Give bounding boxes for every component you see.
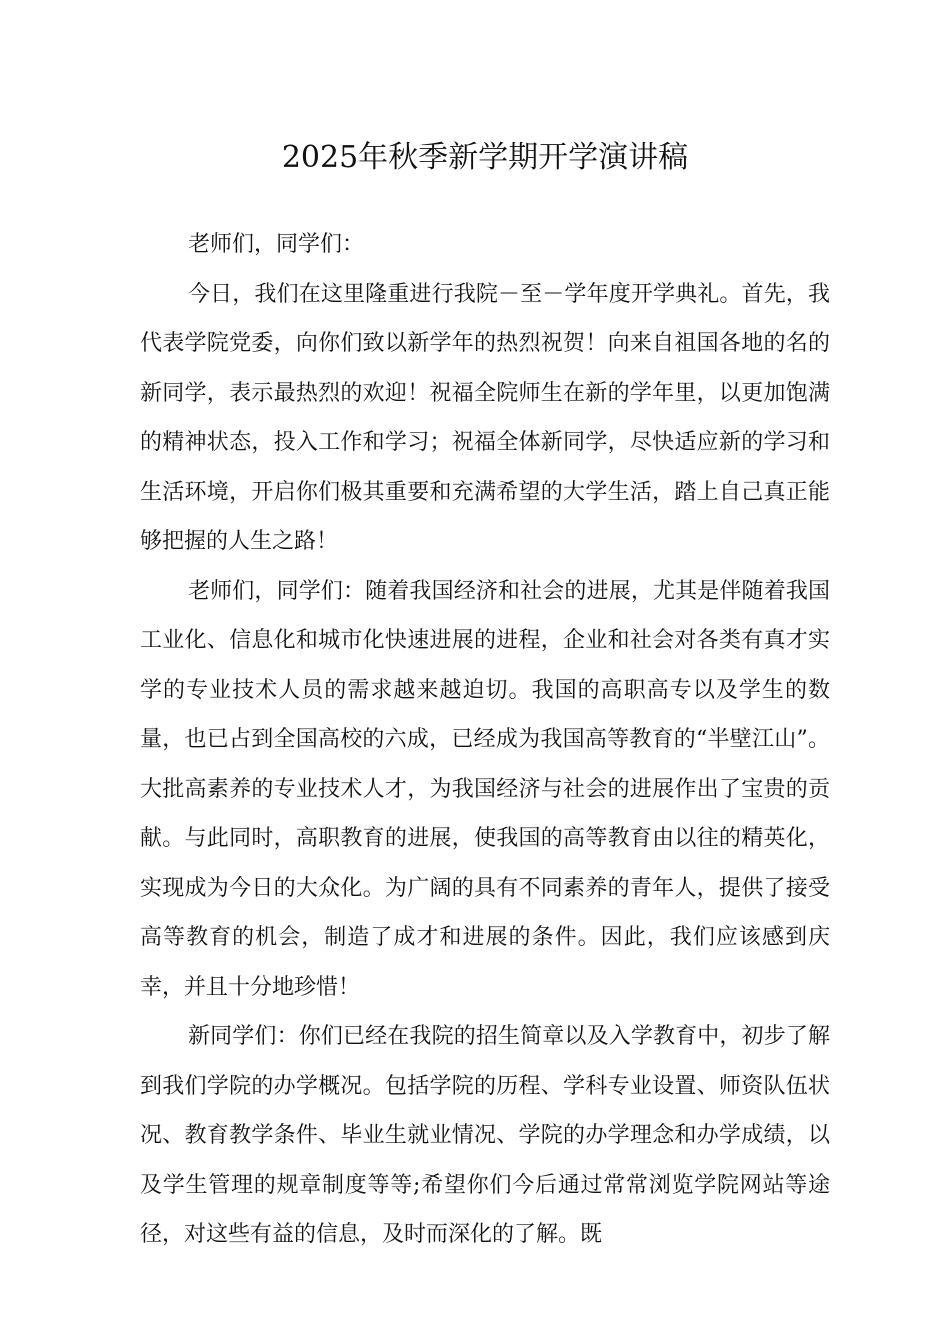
salutation: 老师们，同学们： (188, 232, 365, 257)
document-title: 2025年秋季新学期开学演讲稿 (281, 140, 689, 175)
paragraph-3: 新同学们：你们已经在我院的招生简章以及入学教育中，初步了解到我们学院的办学概况。包括学院的历程、学科专业设置、师资队伍状况、教育教学条件、毕业生就业情况、学院的办学理念和办学成绩，以及学生管理的规章制度等等;希望你们今后通过常常浏览学院网站等途径，对这些有益的信息，及时而深化的了解。既 (140, 1024, 830, 1247)
paragraph-1: 今日，我们在这里隆重进行我院－至－学年度开学典礼。首先，我代表学院党委，向你们致以新学年的热烈祝贺！向来自祖国各地的名的新同学，表示最热烈的欢迎！祝福全院师生在新的学年里，以更加饱满的精神状态，投入工作和学习；祝福全体新同学，尽快适应新的学习和生活环境，开启你们极其重要和充满希望的大学生活，踏上自己真正能够把握的人生之路！ (140, 281, 830, 554)
paragraph-2: 老师们，同学们：随着我国经济和社会的进展，尤其是伴随着我国工业化、信息化和城市化快速进展的进程，企业和社会对各类有真才实学的专业技术人员的需求越来越迫切。我国的高职高专以及学生的数量，也已占到全国高校的六成，已经成为我国高等教育的“半壁江山”。大批高素养的专业技术人才，为我国经济与社会的进展作出了宝贵的贡献。与此同时，高职教育的进展，使我国的高等教育由以往的精英化，实现成为今日的大众化。为广阔的具有不同素养的青年人，提供了接受高等教育的机会，制造了成才和进展的条件。因此，我们应该感到庆幸，并且十分地珍惜！ (140, 578, 830, 1000)
document-body (140, 220, 830, 1260)
